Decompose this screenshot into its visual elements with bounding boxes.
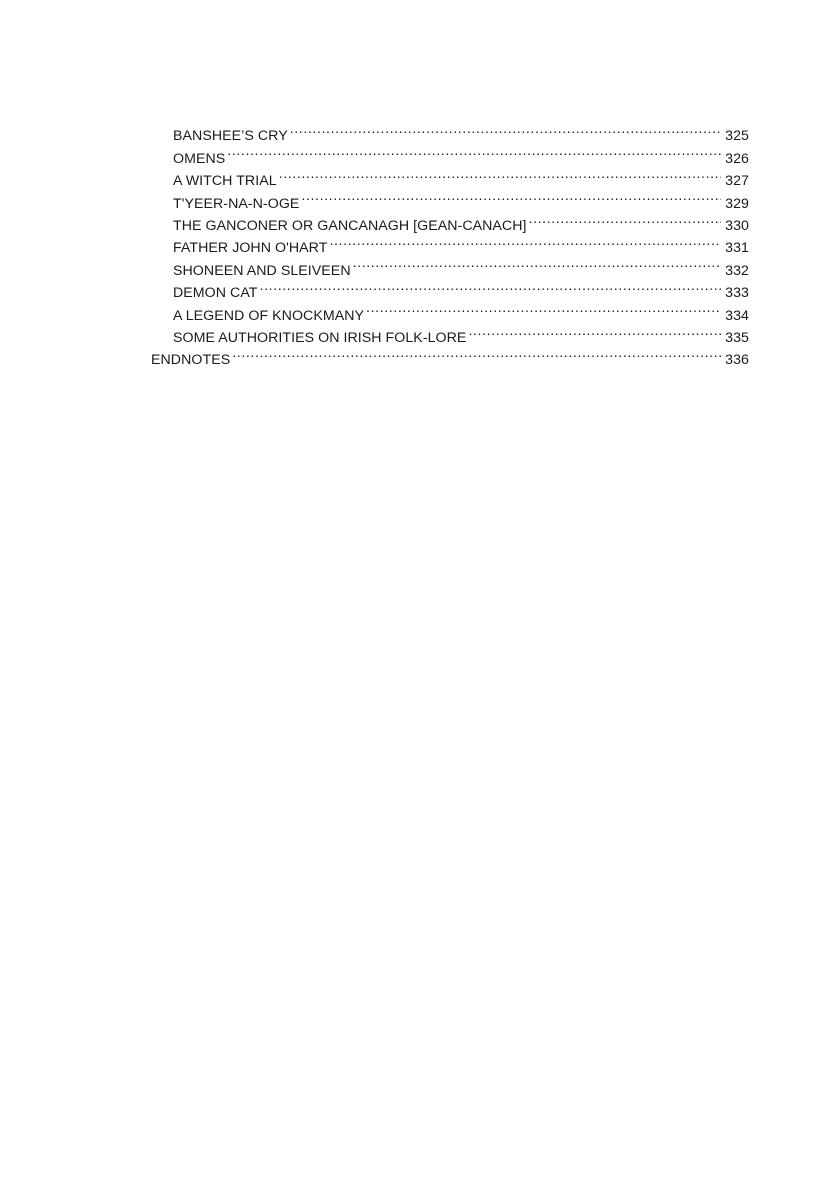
toc-dot-leader (529, 208, 722, 230)
toc-entry-title: T'YEER-NA-N-OGE (173, 195, 300, 212)
toc-entry-page-number: 333 (725, 285, 749, 302)
toc-entry-title: BANSHEE’S CRY (173, 128, 288, 145)
toc-entry-title: THE GANCONER OR GANCANAGH [GEAN-CANACH] (173, 217, 527, 234)
toc-entry-page-number: 331 (725, 240, 749, 257)
toc-entry-page-number: 325 (725, 128, 749, 145)
toc-dot-leader (279, 163, 722, 185)
table-of-contents (151, 118, 749, 369)
toc-dot-leader (353, 252, 722, 274)
toc-entry[interactable] (151, 140, 749, 167)
toc-dot-leader (468, 320, 721, 342)
toc-entry-page-number: 334 (725, 307, 749, 324)
toc-dot-leader (227, 140, 721, 162)
toc-dot-leader (260, 275, 722, 297)
toc-entry-title: OMENS (173, 150, 226, 167)
toc-entry[interactable] (151, 118, 749, 145)
toc-dot-leader (290, 118, 721, 140)
toc-entry-page-number: 335 (725, 329, 749, 346)
toc-entry-title: ENDNOTES (151, 352, 231, 369)
toc-entry-page-number: 327 (725, 173, 749, 190)
toc-entry-page-number: 326 (725, 150, 749, 167)
toc-entry-title: A LEGEND OF KNOCKMANY (173, 307, 365, 324)
toc-dot-leader (301, 185, 721, 207)
toc-entry-title: A WITCH TRIAL (173, 173, 277, 190)
toc-entry-page-number: 332 (725, 262, 749, 279)
toc-entry-page-number: 329 (725, 195, 749, 212)
toc-dot-leader (329, 230, 721, 252)
toc-entry-page-number: 330 (725, 217, 749, 234)
toc-entry-title: FATHER JOHN O'HART (173, 240, 328, 257)
toc-dot-leader (232, 342, 721, 364)
toc-entry[interactable] (151, 163, 749, 190)
toc-entry-page-number: 336 (725, 352, 749, 369)
toc-dot-leader (366, 297, 721, 319)
toc-entry[interactable] (151, 342, 749, 369)
toc-entry-title: SHONEEN AND SLEIVEEN (173, 262, 351, 279)
toc-entry-title: SOME AUTHORITIES ON IRISH FOLK-LORE (173, 329, 467, 346)
toc-entry-title: DEMON CAT (173, 285, 258, 302)
